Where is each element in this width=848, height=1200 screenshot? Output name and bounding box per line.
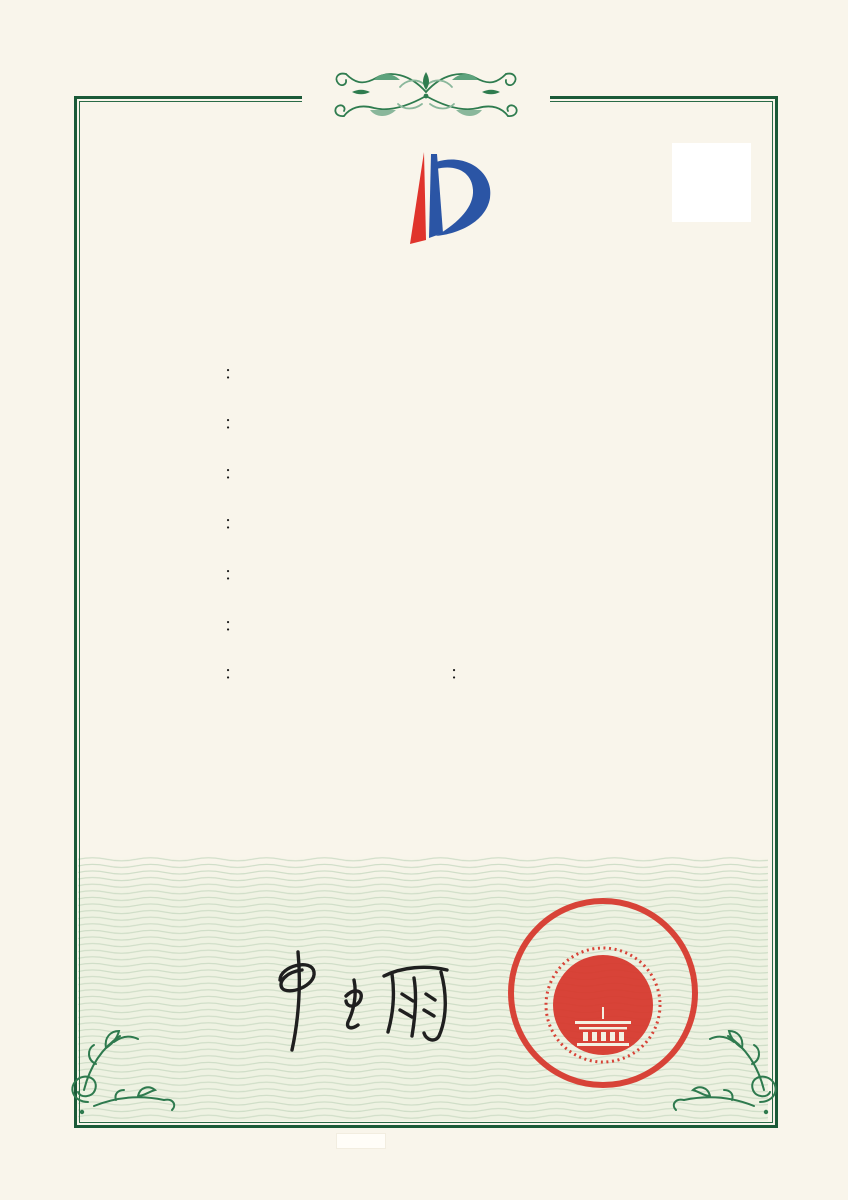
field-row: ： (224, 615, 242, 635)
field-row: ： (224, 564, 242, 584)
top-flourish-ornament-icon (296, 62, 556, 126)
qr-code-image (680, 151, 743, 214)
cnipa-logo-icon (348, 138, 508, 254)
field-row: ： (224, 413, 242, 433)
director-signature-icon (250, 938, 465, 1060)
barcode (120, 893, 340, 918)
continuation-note (337, 1134, 385, 1148)
cnipa-official-seal-icon (505, 895, 701, 1091)
field-row: ： (224, 463, 242, 483)
qr-code (672, 143, 751, 222)
field-row: ： (224, 363, 242, 383)
field-row: ： (224, 513, 242, 533)
field-row: ： ： (224, 663, 468, 683)
corner-flourish-icon (52, 1004, 182, 1134)
